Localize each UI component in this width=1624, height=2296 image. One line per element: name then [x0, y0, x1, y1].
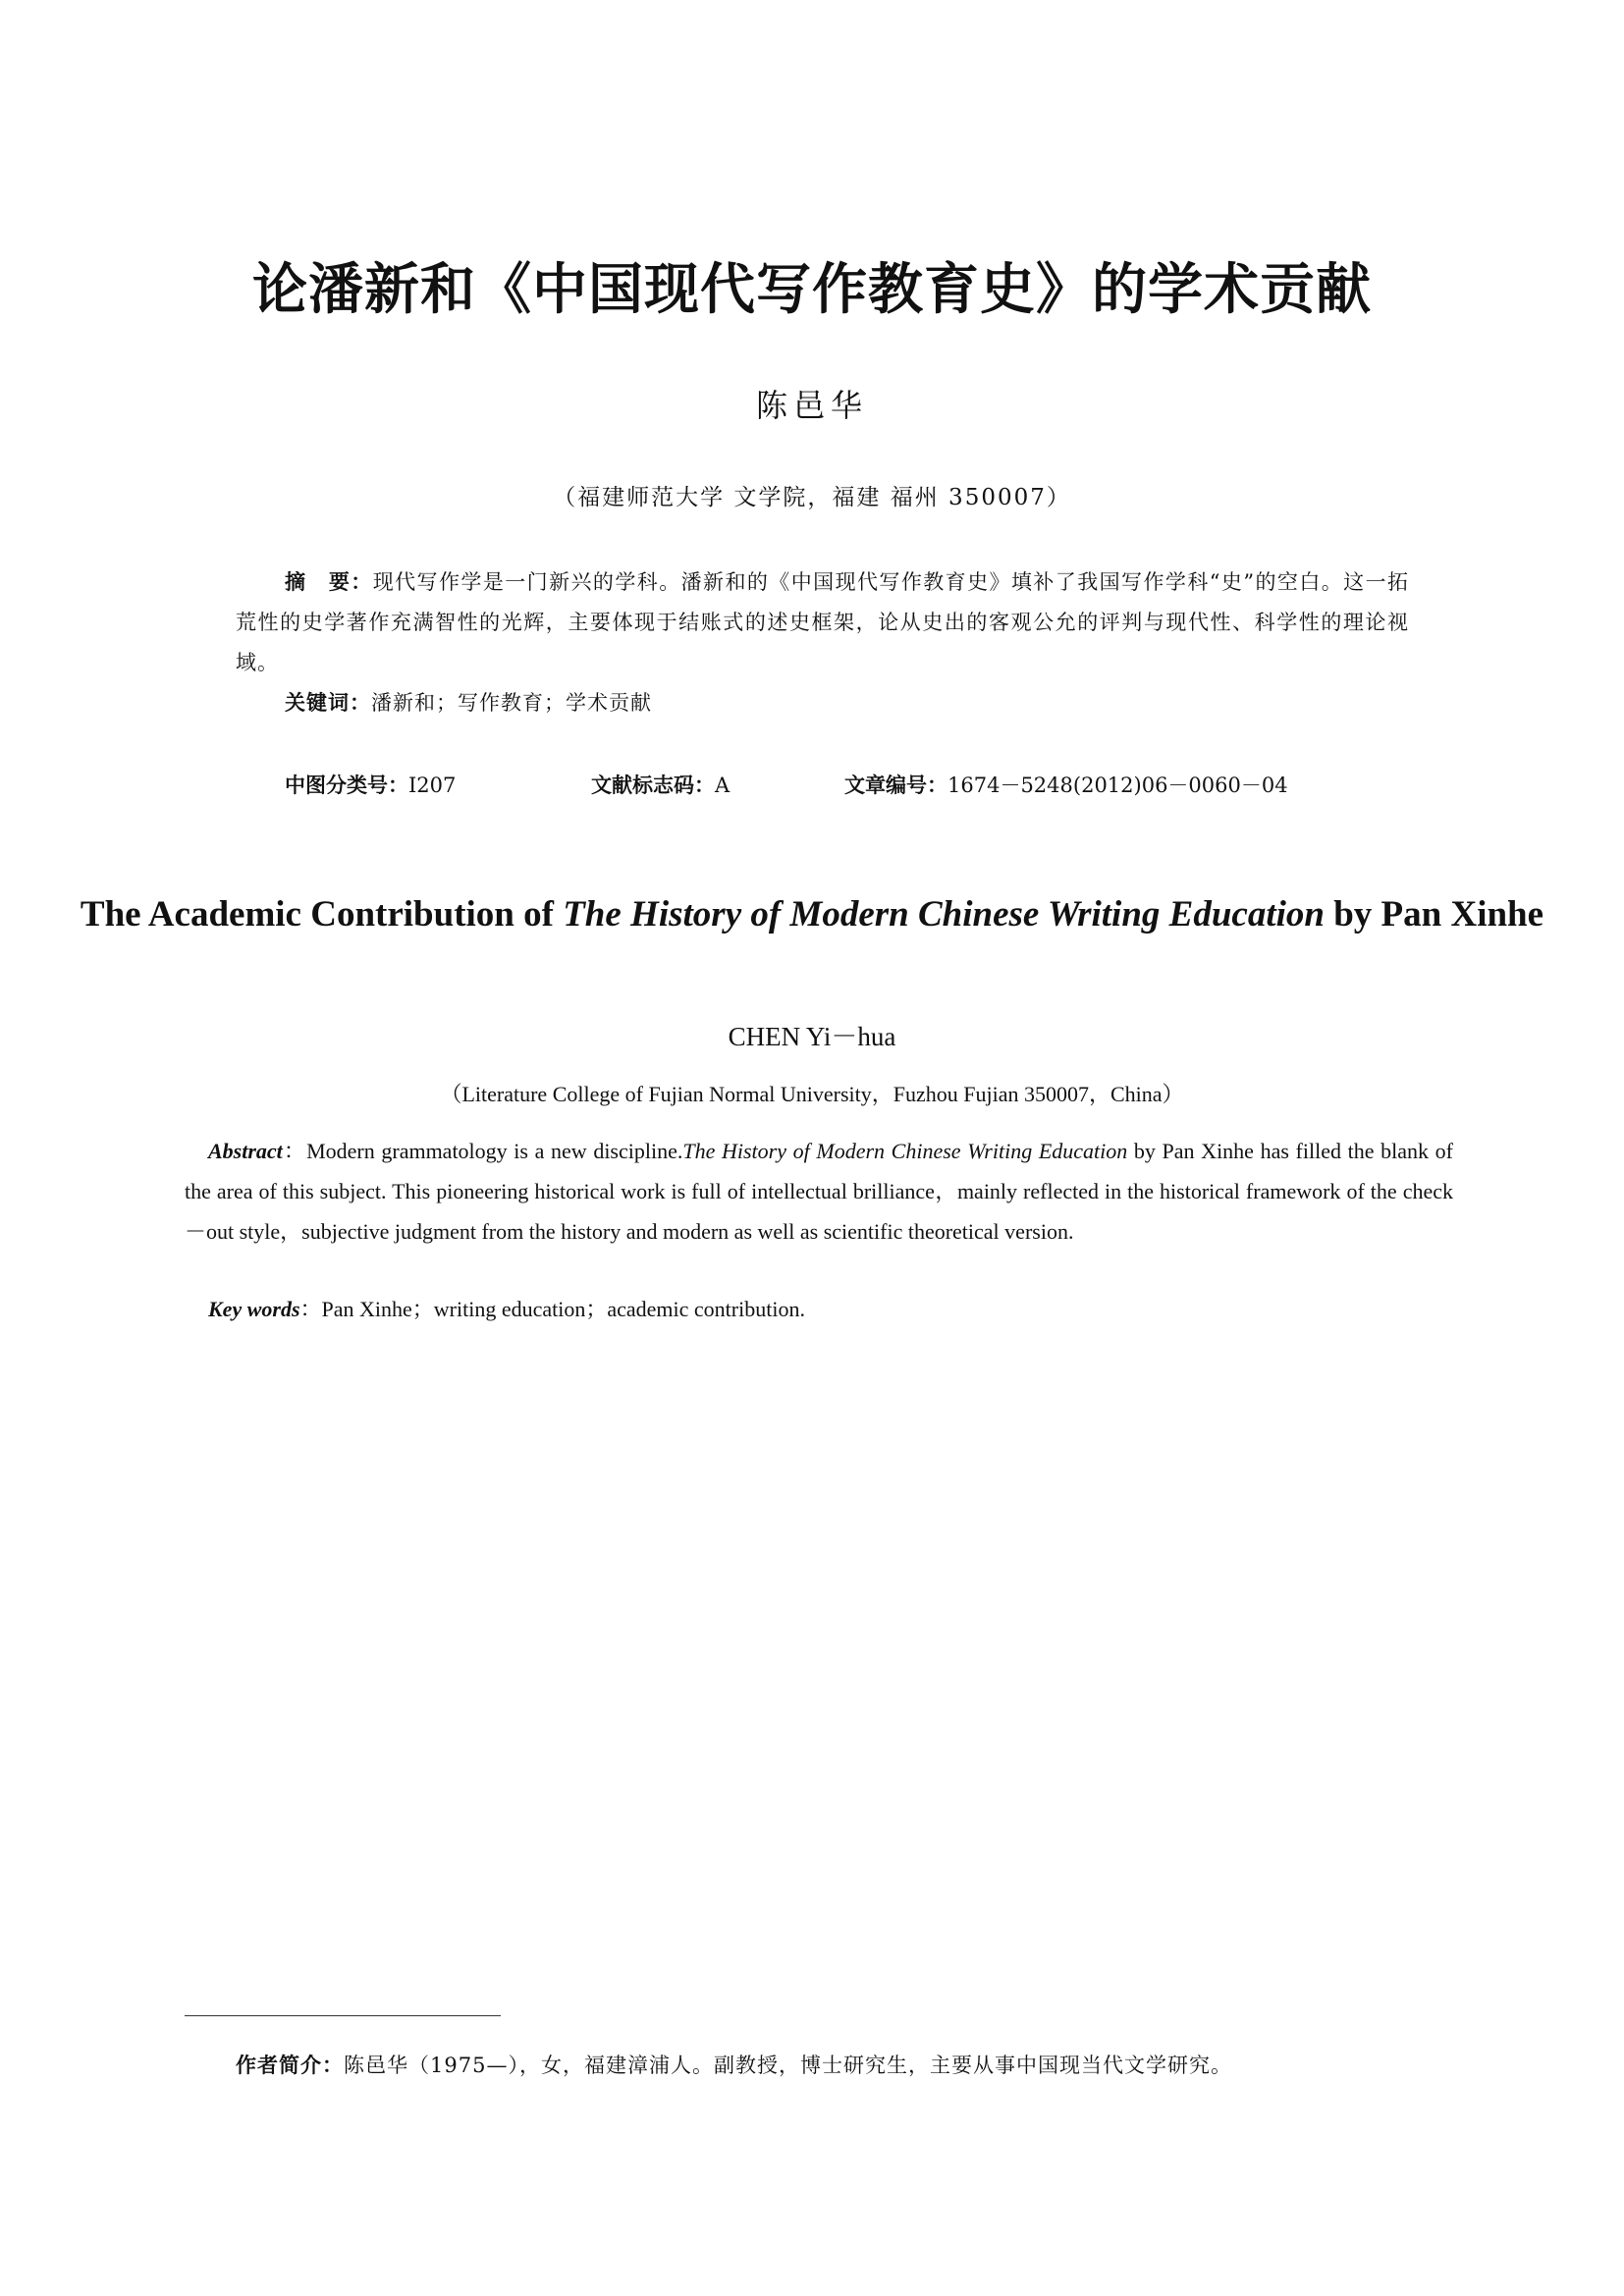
abstract-en-label: Abstract [208, 1139, 283, 1163]
keywords-en-sep: ： [299, 1297, 322, 1321]
clc-label: 中图分类号： [285, 774, 408, 797]
keywords-cn-label: 关键词： [285, 691, 371, 715]
title-en-book: The History of Modern Chinese Writing Education [563, 894, 1325, 934]
clc-number [285, 770, 456, 799]
keywords-cn-text: 潘新和；写作教育；学术贡献 [371, 691, 652, 715]
article-id-value: 1674－5248(2012)06－0060－04 [947, 774, 1288, 797]
keywords-cn [285, 687, 652, 717]
footnote-label: 作者简介： [236, 2054, 344, 2077]
keywords-en-label: Key words [208, 1297, 300, 1321]
document-code-label: 文献标志码： [591, 774, 715, 797]
article-id-label: 文章编号： [844, 774, 947, 797]
article-id [844, 770, 1288, 799]
abstract-en-sep: ： [282, 1139, 307, 1163]
clc-value: I207 [408, 774, 457, 797]
document-code [591, 770, 730, 799]
page-title-en [0, 887, 1624, 941]
affiliation-en: （Literature College of Fujian Normal University，Fuzhou Fujian 350007，China） [440, 1082, 1184, 1106]
abstract-cn-text: 现代写作学是一门新兴的学科。潘新和的《中国现代写作教育史》填补了我国写作学科“史”的空白。这一拓荒性的史学著作充满智性的光辉，主要体现于结账式的述史框架，论从史出的客观公允的评判与现代性、科学性的理论视域。 [236, 570, 1410, 674]
title-en-part1: The Academic Contribution of [80, 894, 564, 934]
abstract-cn-label: 摘 要： [285, 570, 373, 594]
author-name-cn: 陈邑华 [755, 387, 868, 424]
abstract-en-text-before: Modern grammatology is a new discipline. [306, 1139, 683, 1163]
abstract-cn [236, 562, 1409, 683]
footnote-text: 陈邑华（1975—），女，福建漳浦人。副教授，博士研究生，主要从事中国现当代文学研究。 [344, 2054, 1232, 2077]
keywords-en-text: Pan Xinhe；writing education；academic contribution. [321, 1297, 805, 1321]
abstract-en [185, 1131, 1453, 1252]
abstract-en-text-after: by Pan Xinhe has filled the blank of the area of this subject. This pioneering historical work is full of intellectual brilliance，mainly reflected in the historical framework of the check－out style，subjective judgment from the history and modern as well as scientific theoretical version. [185, 1139, 1453, 1244]
affiliation-cn: （福建师范大学 文学院，福建 福州 350007） [553, 485, 1071, 510]
author-footnote [236, 2050, 1232, 2079]
keywords-en [208, 1293, 805, 1323]
page-title-cn: 论潘新和《中国现代写作教育史》的学术贡献 [252, 258, 1372, 322]
title-en-part3: by Pan Xinhe [1324, 894, 1544, 934]
author-name-en: CHEN Yi－hua [728, 1022, 896, 1051]
abstract-en-book: The History of Modern Chinese Writing Education [682, 1139, 1128, 1163]
document-code-value: A [715, 774, 731, 797]
footnote-divider [185, 2015, 501, 2016]
